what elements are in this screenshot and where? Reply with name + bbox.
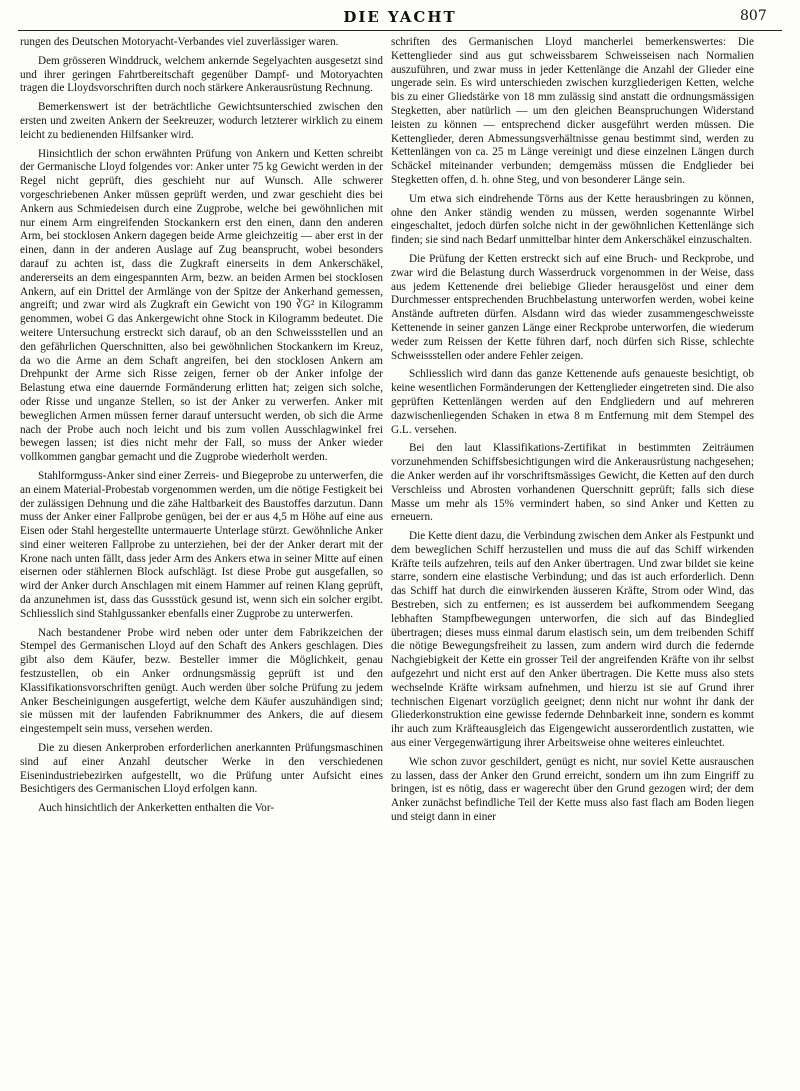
paragraph: Die zu diesen Ankerproben erforderlichen anerkannten Prüfungsmaschinen sind auf einer Anzahl deutscher Werke in den verschiedenen Eisenindustriebezirken aufgestellt, wo die Prüfung unter Aufsicht eines Besichtigers des Germanischen Lloyd erfolgen kann.	[20, 742, 383, 796]
running-title: DIE YACHT	[343, 8, 457, 26]
page-number: 807	[740, 8, 767, 24]
paragraph: Bei den laut Klassifikations-Zertifikat in bestimmten Zeiträumen vorzunehmenden Schiffsbesichtigungen wird die Ankerausrüstung nachgesehen; die Anker werden auf ihr vorschriftsmässiges Gewicht, die Ketten auf den durch Verschleiss und Abrosten vorhandenen Querschnitt geprüft; falls sich diese Masse um mehr als 15% vermindert haben, so sind Anker und Ketten zu erneuern.	[391, 442, 754, 524]
paragraph: schriften des Germanischen Lloyd mancherlei bemerkenswertes: Die Kettenglieder sind aus gut schweissbarem Schweisseisen nach Normalien auszuführen, und zwar muss in jeder Kettenlänge die Anzahl der Glieder eine ungerade sein. Es wird unterschieden zwischen kurzgliederigen Ketten, welche bis zu einer Gliedstärke von 18 mm zulässig sind anstatt die ordnungsmässigen Stegketten, aber natürlich — um den gleichen Beanspruchungen Widerstand leisten zu können — entsprechend dicker ausgeführt werden müssen. Die Kettenglieder, deren Abmessungsverhältnisse genau bestimmt sind, werden zu Kettenlängen von ca. 25 m Länge vereinigt und diese einzelnen Längen durch Schäckel miteinander verbunden; demgemäss müssen die Endglieder bei Stegketten offen, d. h. ohne Steg, und von besonderer Länge sein.	[391, 36, 754, 186]
paragraph: Dem grösseren Winddruck, welchem ankernde Segelyachten ausgesetzt sind und ihrer geringen Fahrtbereitschaft gegenüber Dampf- und Motoryachten tragen die Lloydsvorschriften durch noch stärkere Ankerausrüstung Rechnung.	[20, 54, 383, 95]
paragraph: Um etwa sich eindrehende Törns aus der Kette herausbringen zu können, ohne den Anker ständig wenden zu müssen, werden sogenannte Wirbel eingeschaltet, jedoch dürfen solche nicht in der gewöhnlichen Kettenlänge sich finden; sie sind nach Bedarf unmittelbar hinter dem Ankerschäkel einzuschalten.	[391, 192, 754, 247]
paragraph: Hinsichtlich der schon erwähnten Prüfung von Ankern und Ketten schreibt der Germanische Lloyd folgendes vor: Anker unter 75 kg Gewicht werden in der Regel nicht geprüft, dies geschieht nur auf Wunsch. Alle schwerer vorgeschriebenen Anker müssen geprüft werden, und zwar geschieht dies bei Ankern aus Schmiedeisen durch eine Zugprobe, welche bei gewöhnlichen mit nur einem Arm eingreifenden Stockankern erst den einen, dann den anderen Arm, bei stocklosen Ankern dagegen beide Arme gleichzeitig — aber erst in der einen, dann in der anderen Auslage auf Zug beansprucht, wobei besonders darauf zu achten ist, dass die Zugkraft einerseits in dem Ankerschäkel, andererseits an dem eingespannten Arm, bezw. an beiden Armen bei stocklosen Ankern, auf ein Drittel der Armlänge von der Spitze der Ankerhand gemessen, angreift; und zwar wird als Zugkraft ein Gewicht von 190 ∛G² in Kilogramm genommen, wobei G das Ankergewicht ohne Stock in Kilogramm bedeutet. Die weitere Untersuchung erstreckt sich darauf, ob an den Schweissstellen und an den gefährlichen Querschnitten, also bei gewöhnlichen Stockankern im Kreuz, da wo die Arme an dem Schaft angreifen, bei den stocklosen Ankern am Drehpunkt der Arme sich Risse zeigen, ferner ob der Anker infolge der Belastung etwa eine dauernde Formänderung erlitten hat; zeigen sich solche, oder Risse und unganze Stellen, so ist der Anker zu verwerfen. Anker mit beweglichen Armen müssen ferner darauf untersucht werden, ob sich die Arme nach der Probe auch noch leicht und bis zum vollen Ausschlagwinkel frei bewegen lassen; ist dies nicht mehr der Fall, so muss der Anker wieder vollkommen gangbar gemacht und die Zugprobe wiederholt werden.	[20, 147, 383, 464]
paragraph: Stahlformguss-Anker sind einer Zerreis- und Biegeprobe zu unterwerfen, die an einem Material-Probestab vorgenommen werden, um die nötige Festigkeit bei der zulässigen Dehnung und die zähe Haltbarkeit des Baustoffes darzutun. Dann muss der Anker einer Fallprobe genügen, bei der er aus 4,5 m Höhe auf eine aus Eisen oder Stahl hergestellte untermauerte Unterlage stürzt. Gewöhnliche Anker sind einer weiteren Fallprobe zu unterziehen, bei der der Anker derart mit der Krone nach unten fällt, dass jeder Arm des Ankers etwa in seiner Mitte auf einen eisernen oder stählernen Block aufschlägt. Ist diese Probe gut ausgefallen, so wird der Anker durch Anschlagen mit einem Hammer auf reinen Klang geprüft, da anzunehmen ist, dass das Gussstück gesund ist, wenn sich ein solcher ergibt. Schliesslich sind Stahlgussanker ebenfalls einer Zugprobe zu unterwerfen.	[20, 469, 383, 620]
paragraph: rungen des Deutschen Motoryacht-Verbandes viel zuverlässiger waren.	[20, 36, 339, 48]
paragraph: Die Kette dient dazu, die Verbindung zwischen dem Anker als Festpunkt und dem beweglichen Schiff herzustellen und muss die auf das Schiff wirkenden Kräfte teils aufzehren, teils auf den Anker übertragen. Und zwar bildet sie keine starre, sondern eine elastische Verbindung; und das ist auch erforderlich. Denn das Schiff hat durch die einwirkenden äusseren Kräfte, Strom oder Wind, das Bestreben, sich zu entfernen; es ist ausserdem bei aufkommendem Seegang lebhaften Stampfbewegungen unterworfen, die sich auf das Bindeglied übertragen; dieses muss einmal darum elastisch sein, um dem treibenden Schiff die nötige Bewegungsfreiheit zu lassen, zum andern wird durch die federnde Nachgiebigkeit der Kette ein grosser Teil der angreifenden Kräfte von ihr selbst aufgezehrt und nicht erst auf den Anker übertragen. Die Kette muss also stets wechselnde Kräfte wirksam aufnehmen, und hierzu ist sie auf Grund ihrer technischen Eigenart vorzüglich geeignet; denn nicht nur wohnt ihr dank der Gliederkonstruktion eine gewisse federnde Dehnbarkeit inne, sondern es kommt ihr auch zum Kräfteausgleich das Eigengewicht ausserordentlich zustatten, wie aus einer Vergegenwärtigung ihrer Arbeitsweise ohne weiteres einleuchtet.	[391, 530, 754, 750]
header-rule	[18, 30, 782, 31]
paragraph: Bemerkenswert ist der beträchtliche Gewichtsunterschied zwischen den ersten und zweiten Ankern der Seekreuzer, wodurch letzterer wirklich zu einem leicht zu bedienenden Hilfsanker wird.	[20, 101, 383, 141]
paragraph: Auch hinsichtlich der Ankerketten enthalten die Vor-	[38, 802, 275, 815]
page-header	[0, 6, 800, 28]
paragraph: Wie schon zuvor geschildert, genügt es nicht, nur soviel Kette ausrauschen zu lassen, dass der Anker den Grund erreicht, sondern um ihn zum Eingriff zu bringen, ist es nötig, dass er wagerecht über den Grund gezogen wird; der dem Anker zunächst befindliche Teil der Kette muss also fast flach am Boden liegen und steigt dann in einer	[391, 755, 754, 824]
paragraph: Schliesslich wird dann das ganze Kettenende aufs genaueste besichtigt, ob keine wesentlichen Formänderungen der Kettenglieder eingetreten sind. Die also geprüften Kettenlängen werden auf den Endgliedern und auf mehreren dazwischenliegenden Schaken in etwa 8 m Entfernung mit dem Stempel des G.L. versehen.	[391, 368, 754, 436]
left-column	[20, 36, 383, 1086]
paragraph: Die Prüfung der Ketten erstreckt sich auf eine Bruch- und Reckprobe, und zwar wird die Belastung durch Wasserdruck vorgenommen in der Weise, dass aus jedem Kettenende drei beliebige Glieder herausgelöst und einer dem Durchmesser entsprechenden Bruchbelastung unterworfen werden, wobei keine Anstände auftreten dürfen. Alsdann wird das wieder zusammengeschweisste Kettenende in seiner ganzen Länge einer Reckprobe unterworfen, die wiederum weder zum Reissen der Kette führen darf, noch dürfen sich Risse, schlechte Schweissstellen oder andere Fehler zeigen.	[391, 252, 754, 362]
right-column	[391, 36, 754, 1086]
paragraph: Nach bestandener Probe wird neben oder unter dem Fabrikzeichen der Stempel des Germanischen Lloyd auf den Schaft des Ankers geschlagen. Dies gibt also dem Käufer, bezw. Besteller immer die Möglichkeit, genau festzustellen, ob ein Anker ordnungsmässig geprüft ist und den Klassifikationsvorschriften genügt. Auch werden über solche Prüfung zu jedem Anker Bescheinigungen ausgefertigt, welche dem Käufer auszuhändigen sind; sie müssen mit der laufenden Fabriknummer des Ankers, die auf diesem eingestempelt sein muss, versehen werden.	[20, 626, 383, 736]
